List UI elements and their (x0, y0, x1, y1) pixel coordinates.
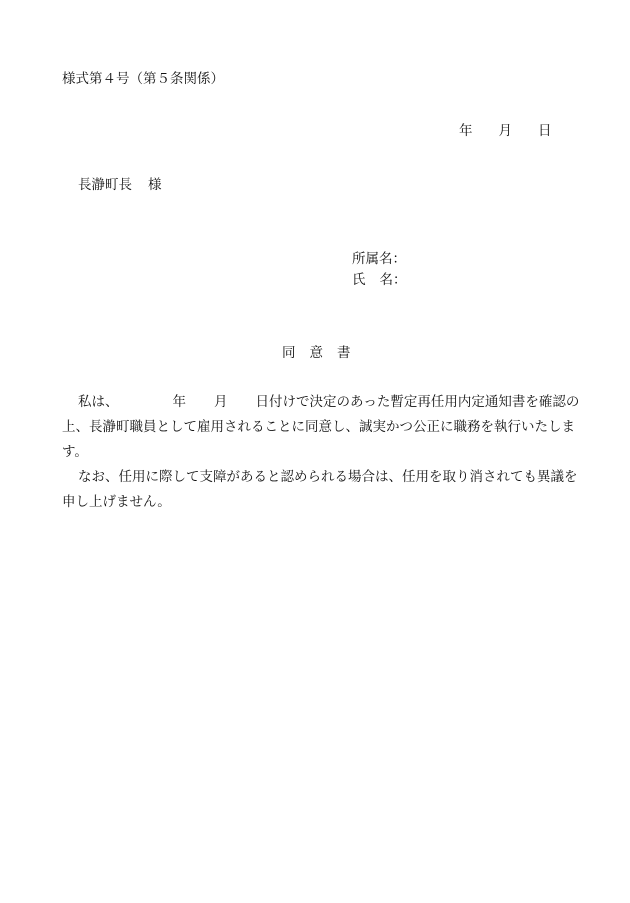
body-line-5: 申し上げません。 (62, 494, 171, 510)
title-char-3: 書 (337, 345, 351, 361)
title-char-1: 同 (282, 345, 296, 361)
body-intro: 私は、 (78, 394, 119, 410)
body-year-label: 年 (172, 394, 186, 410)
date-month-label: 月 (498, 123, 512, 139)
addressee (78, 173, 162, 193)
addressee-name: 長瀞町長 (78, 177, 132, 193)
name-label-part1: 氏 (352, 272, 366, 288)
title-char-2: 意 (309, 345, 323, 361)
form-number: 様式第４号（第５条関係） (62, 71, 224, 87)
body-line-1 (62, 390, 580, 415)
body-line-3: す。 (62, 444, 88, 460)
document-title (282, 341, 351, 361)
body-line-2: 上、長瀞町職員として雇用されることに同意し、誠実かつ公正に職務を執行いたしま (62, 419, 575, 435)
name-label-part2: 名： (379, 272, 407, 288)
name-label (352, 268, 407, 288)
affiliation-label: 所属名： (352, 251, 406, 267)
consent-body (62, 390, 580, 515)
body-line-1-rest: 日付けで決定のあった暫定再任用内定通知書を確認の (255, 394, 580, 410)
body-month-label: 月 (214, 394, 228, 410)
date-line (459, 119, 552, 139)
body-p2-line-1: なお、任用に際して支障があると認められる場合は、任用を取り消されても異議を (78, 469, 578, 485)
body-line-4 (62, 465, 578, 490)
date-year-label: 年 (459, 123, 473, 139)
date-day-label: 日 (538, 123, 552, 139)
addressee-honorific: 様 (148, 177, 162, 193)
